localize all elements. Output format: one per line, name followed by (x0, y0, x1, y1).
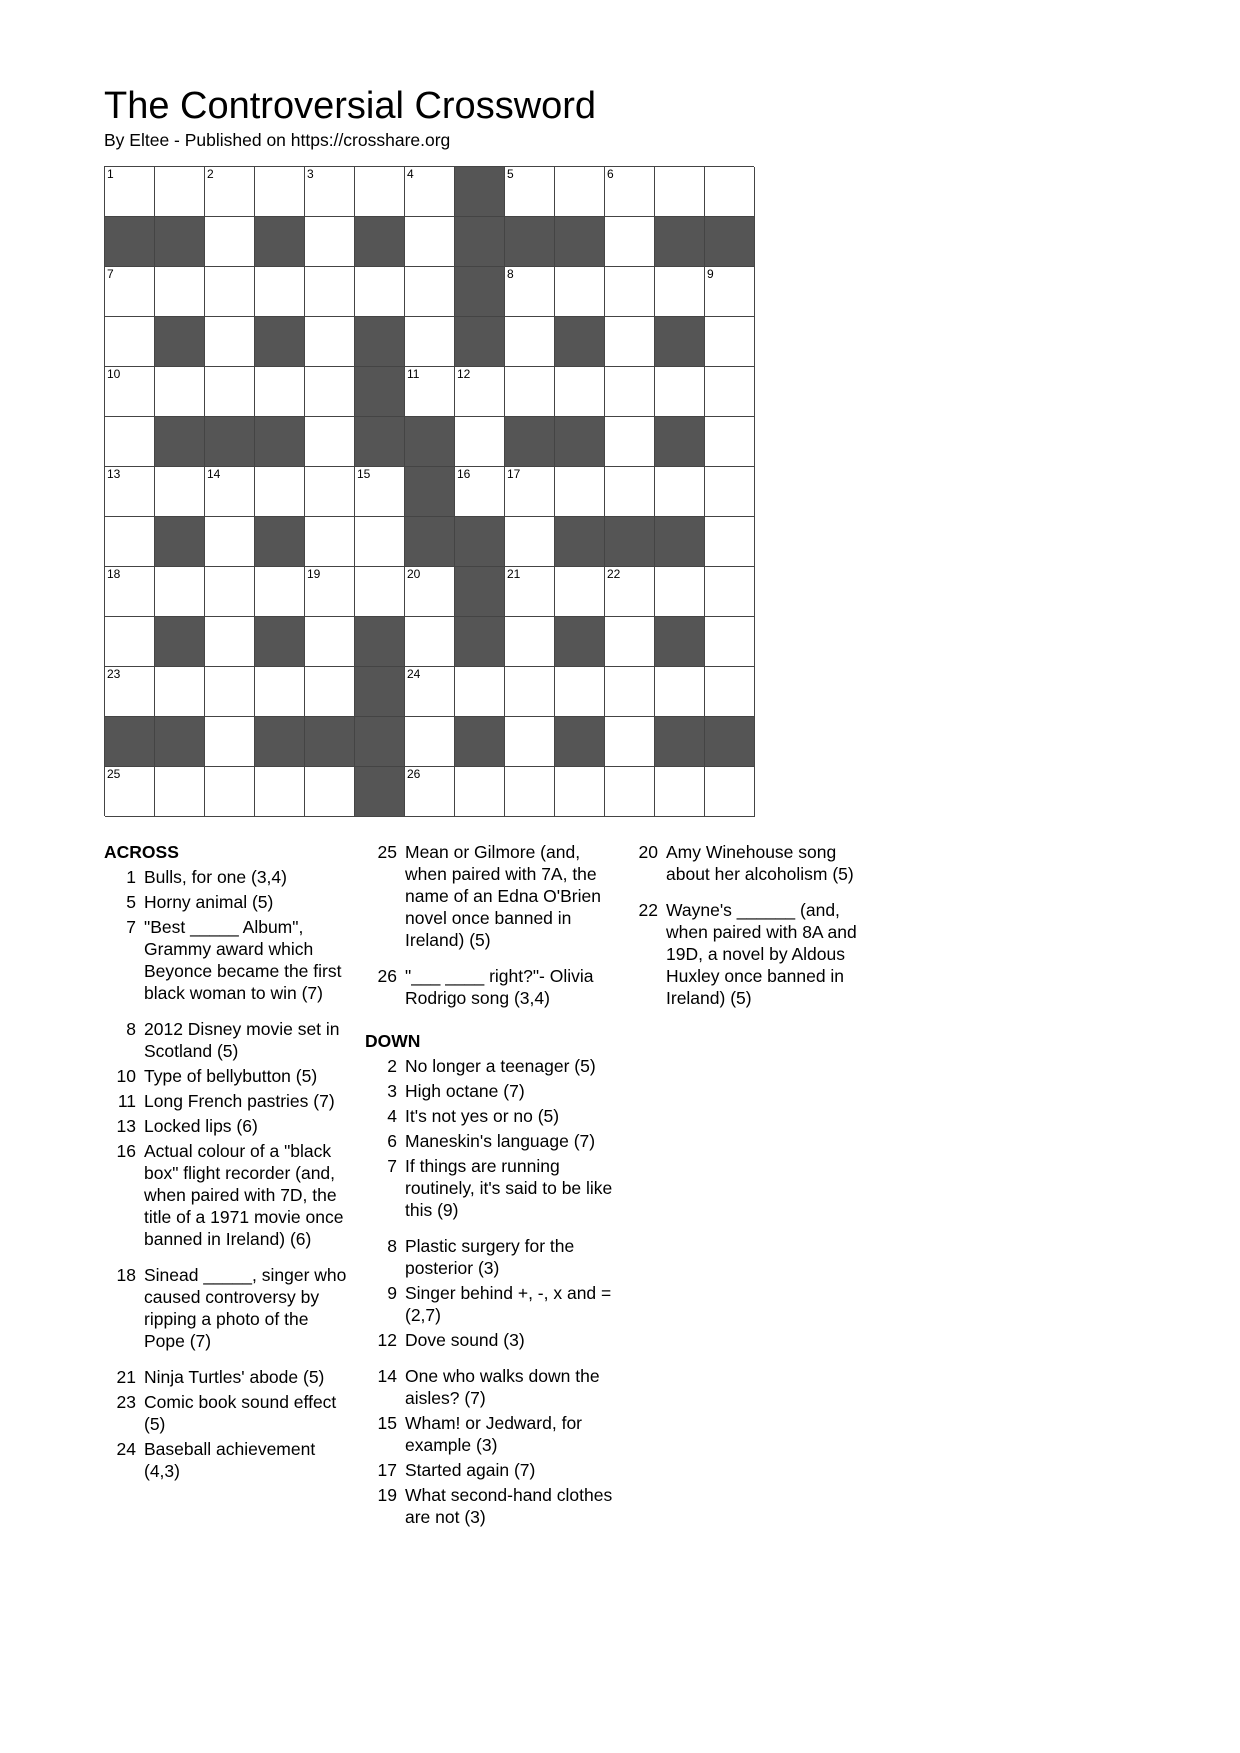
grid-cell[interactable] (205, 167, 255, 217)
grid-cell[interactable] (605, 317, 655, 367)
grid-cell[interactable] (705, 267, 755, 317)
grid-cell[interactable] (205, 267, 255, 317)
cell-number: 22 (607, 567, 621, 581)
grid-cell[interactable] (105, 317, 155, 367)
clue-number: 3 (387, 1081, 397, 1101)
cell-number: 6 (607, 167, 614, 181)
grid-block (355, 667, 405, 717)
grid-block (355, 367, 405, 417)
clue-column-2 (365, 841, 615, 1531)
grid-cell[interactable] (155, 767, 205, 817)
grid-block (255, 517, 305, 567)
clue-column-3 (626, 841, 876, 1012)
cell-number: 10 (107, 367, 121, 381)
grid-block (455, 217, 505, 267)
clue-text: "Best _____ Album", Grammy award which Beyonce became the first black woman to win (7) (144, 917, 342, 1003)
cell-number: 2 (207, 167, 214, 181)
grid-cell[interactable] (605, 367, 655, 417)
clue-number: 25 (377, 842, 397, 862)
cell-number: 15 (357, 467, 371, 481)
cell-number: 7 (107, 267, 114, 281)
grid-block (305, 717, 355, 767)
clue-text: One who walks down the aisles? (7) (405, 1366, 600, 1408)
grid-block (155, 217, 205, 267)
clue-item (104, 916, 354, 1004)
cell-number: 8 (507, 267, 514, 281)
cell-number: 5 (507, 167, 514, 181)
cell-number: 4 (407, 167, 414, 181)
clue-text: High octane (7) (405, 1081, 525, 1101)
clue-item (365, 1130, 615, 1152)
grid-cell[interactable] (555, 367, 605, 417)
clue-text: Ninja Turtles' abode (5) (144, 1367, 325, 1387)
grid-cell[interactable] (355, 167, 405, 217)
grid-cell[interactable] (655, 667, 705, 717)
grid-cell[interactable] (305, 417, 355, 467)
across-heading: ACROSS (104, 842, 179, 862)
grid-block (705, 717, 755, 767)
clue-item (365, 1080, 615, 1102)
grid-block (455, 317, 505, 367)
grid-cell[interactable] (205, 517, 255, 567)
grid-cell[interactable] (305, 217, 355, 267)
clue-number: 23 (116, 1392, 136, 1412)
grid-block (555, 617, 605, 667)
grid-cell[interactable] (105, 467, 155, 517)
grid-cell[interactable] (405, 167, 455, 217)
clue-number: 22 (638, 900, 658, 920)
grid-cell[interactable] (305, 517, 355, 567)
clue-item (365, 1329, 615, 1351)
grid-cell[interactable] (105, 517, 155, 567)
grid-block (455, 567, 505, 617)
clue-item (104, 1065, 354, 1087)
grid-cell[interactable] (555, 467, 605, 517)
cell-number: 19 (307, 567, 321, 581)
clue-text: Started again (7) (405, 1460, 536, 1480)
grid-block (505, 217, 555, 267)
cell-number: 11 (407, 367, 420, 381)
grid-cell[interactable] (155, 567, 205, 617)
clue-item (365, 1484, 615, 1528)
grid-block (155, 717, 205, 767)
cell-number: 1 (107, 167, 114, 181)
clue-item (104, 1018, 354, 1062)
clue-item (104, 1264, 354, 1352)
clue-text: Actual colour of a "black box" flight recorder (and, when paired with 7D, the title of a 1971 movie once banned in Ireland) (6) (144, 1141, 344, 1249)
clue-item (104, 1140, 354, 1250)
grid-block (555, 217, 605, 267)
cell-number: 18 (107, 567, 121, 581)
clue-number: 18 (116, 1265, 136, 1285)
clue-text: Long French pastries (7) (144, 1091, 335, 1111)
clue-number: 20 (638, 842, 658, 862)
grid-cell[interactable] (705, 317, 755, 367)
grid-cell[interactable] (205, 467, 255, 517)
grid-cell[interactable] (705, 467, 755, 517)
grid-cell[interactable] (105, 767, 155, 817)
clue-text: Comic book sound effect (5) (144, 1392, 337, 1434)
clue-number: 17 (377, 1460, 397, 1480)
grid-block (355, 317, 405, 367)
grid-cell[interactable] (705, 417, 755, 467)
down-heading: DOWN (365, 1031, 421, 1051)
grid-block (455, 167, 505, 217)
clue-item (104, 891, 354, 913)
grid-cell[interactable] (255, 467, 305, 517)
grid-block (155, 517, 205, 567)
clue-item (104, 1090, 354, 1112)
clue-text: 2012 Disney movie set in Scotland (5) (144, 1019, 340, 1061)
grid-block (505, 417, 555, 467)
grid-block (405, 517, 455, 567)
grid-cell[interactable] (655, 767, 705, 817)
clue-number: 21 (116, 1367, 136, 1387)
grid-cell[interactable] (105, 417, 155, 467)
grid-cell[interactable] (555, 567, 605, 617)
grid-cell[interactable] (655, 467, 705, 517)
grid-cell[interactable] (555, 667, 605, 717)
grid-cell[interactable] (405, 567, 455, 617)
clue-number: 7 (387, 1156, 397, 1176)
grid-cell[interactable] (405, 767, 455, 817)
clue-number: 26 (377, 966, 397, 986)
grid-block (655, 617, 705, 667)
grid-cell[interactable] (155, 467, 205, 517)
grid-cell[interactable] (205, 317, 255, 367)
grid-cell[interactable] (605, 667, 655, 717)
clue-item (365, 1155, 615, 1221)
clue-item (626, 841, 876, 885)
cell-number: 23 (107, 667, 121, 681)
clue-number: 15 (377, 1413, 397, 1433)
clue-number: 5 (126, 892, 136, 912)
grid-block (655, 417, 705, 467)
grid-cell[interactable] (105, 367, 155, 417)
clue-number: 16 (116, 1141, 136, 1161)
grid-cell[interactable] (305, 567, 355, 617)
grid-cell[interactable] (405, 717, 455, 767)
grid-block (255, 717, 305, 767)
cell-number: 25 (107, 767, 121, 781)
clue-text: It's not yes or no (5) (405, 1106, 560, 1126)
grid-cell[interactable] (555, 167, 605, 217)
grid-block (205, 417, 255, 467)
grid-cell[interactable] (455, 467, 505, 517)
cell-number: 9 (707, 267, 714, 281)
grid-block (555, 717, 605, 767)
cell-number: 16 (457, 467, 471, 481)
grid-cell[interactable] (605, 267, 655, 317)
grid-cell[interactable] (205, 717, 255, 767)
clue-text: If things are running routinely, it's said to be like this (9) (405, 1156, 613, 1220)
clue-item (365, 1282, 615, 1326)
clue-number: 2 (387, 1056, 397, 1076)
grid-cell[interactable] (655, 267, 705, 317)
clue-text: Locked lips (6) (144, 1116, 258, 1136)
grid-block (655, 717, 705, 767)
grid-cell[interactable] (405, 267, 455, 317)
grid-block (105, 717, 155, 767)
clue-number: 7 (126, 917, 136, 937)
grid-cell[interactable] (555, 767, 605, 817)
grid-block (255, 317, 305, 367)
grid-cell[interactable] (705, 667, 755, 717)
grid-cell[interactable] (505, 317, 555, 367)
grid-block (355, 417, 405, 467)
grid-cell[interactable] (505, 367, 555, 417)
grid-cell[interactable] (305, 367, 355, 417)
clue-number: 11 (117, 1091, 136, 1111)
grid-cell[interactable] (605, 217, 655, 267)
grid-block (655, 517, 705, 567)
clue-number: 13 (116, 1116, 136, 1136)
clue-text: Singer behind +, -, x and = (2,7) (405, 1283, 612, 1325)
grid-cell[interactable] (305, 767, 355, 817)
grid-cell[interactable] (405, 617, 455, 667)
grid-block (355, 767, 405, 817)
clue-text: No longer a teenager (5) (405, 1056, 596, 1076)
clue-text: Plastic surgery for the posterior (3) (405, 1236, 575, 1278)
grid-cell[interactable] (655, 167, 705, 217)
grid-cell[interactable] (605, 767, 655, 817)
crossword-grid (104, 166, 754, 816)
grid-cell[interactable] (155, 167, 205, 217)
grid-cell[interactable] (105, 167, 155, 217)
grid-cell[interactable] (305, 317, 355, 367)
clue-item (365, 1365, 615, 1409)
grid-block (255, 617, 305, 667)
grid-block (155, 417, 205, 467)
grid-cell[interactable] (255, 567, 305, 617)
cell-number: 24 (407, 667, 421, 681)
grid-cell[interactable] (305, 467, 355, 517)
grid-block (655, 317, 705, 367)
grid-cell[interactable] (455, 667, 505, 717)
clue-item (365, 1412, 615, 1456)
grid-block (355, 217, 405, 267)
grid-block (555, 517, 605, 567)
grid-cell[interactable] (655, 567, 705, 617)
clue-item (626, 899, 876, 1009)
clue-text: Mean or Gilmore (and, when paired with 7A, the name of an Edna O'Brien novel once banned in Ireland) (5) (405, 842, 601, 950)
clue-text: Horny animal (5) (144, 892, 274, 912)
grid-cell[interactable] (205, 217, 255, 267)
grid-block (455, 717, 505, 767)
grid-cell[interactable] (155, 667, 205, 717)
clue-number: 8 (387, 1236, 397, 1256)
grid-cell[interactable] (705, 167, 755, 217)
grid-cell[interactable] (355, 467, 405, 517)
grid-block (155, 317, 205, 367)
clue-text: Dove sound (3) (405, 1330, 525, 1350)
clue-number: 19 (377, 1485, 397, 1505)
clue-text: Maneskin's language (7) (405, 1131, 596, 1151)
grid-cell[interactable] (405, 667, 455, 717)
clue-item (365, 841, 615, 951)
grid-cell[interactable] (105, 667, 155, 717)
grid-block (355, 717, 405, 767)
grid-cell[interactable] (355, 517, 405, 567)
grid-cell[interactable] (205, 617, 255, 667)
clue-number: 8 (126, 1019, 136, 1039)
grid-cell[interactable] (305, 617, 355, 667)
grid-cell[interactable] (205, 767, 255, 817)
grid-block (405, 417, 455, 467)
grid-block (105, 217, 155, 267)
grid-cell[interactable] (505, 167, 555, 217)
grid-block (705, 217, 755, 267)
grid-block (455, 617, 505, 667)
grid-cell[interactable] (455, 417, 505, 467)
grid-cell[interactable] (705, 367, 755, 417)
grid-cell[interactable] (205, 567, 255, 617)
grid-cell[interactable] (405, 367, 455, 417)
grid-cell[interactable] (605, 417, 655, 467)
clue-text: What second-hand clothes are not (3) (405, 1485, 613, 1527)
clue-number: 24 (116, 1439, 136, 1459)
grid-cell[interactable] (705, 517, 755, 567)
grid-block (355, 617, 405, 667)
grid-cell[interactable] (355, 267, 405, 317)
clue-text: Type of bellybutton (5) (144, 1066, 318, 1086)
grid-cell[interactable] (455, 767, 505, 817)
grid-cell[interactable] (505, 617, 555, 667)
grid-cell[interactable] (655, 367, 705, 417)
cell-number: 12 (457, 367, 471, 381)
clue-text: Wham! or Jedward, for example (3) (405, 1413, 582, 1455)
cell-number: 20 (407, 567, 421, 581)
grid-cell[interactable] (605, 467, 655, 517)
grid-block (605, 517, 655, 567)
clue-item (365, 965, 615, 1009)
grid-cell[interactable] (405, 217, 455, 267)
cell-number: 17 (507, 467, 521, 481)
clue-number: 9 (387, 1283, 397, 1303)
clue-text: "___ ____ right?"- Olivia Rodrigo song (3,4) (405, 966, 594, 1008)
grid-cell[interactable] (605, 567, 655, 617)
grid-block (155, 617, 205, 667)
cell-number: 21 (507, 567, 521, 581)
grid-cell[interactable] (255, 367, 305, 417)
grid-cell[interactable] (505, 717, 555, 767)
clue-text: Amy Winehouse song about her alcoholism (5) (666, 842, 854, 884)
grid-cell[interactable] (305, 167, 355, 217)
clue-column-1 (104, 841, 354, 1485)
clue-number: 6 (387, 1131, 397, 1151)
grid-cell[interactable] (705, 767, 755, 817)
grid-cell[interactable] (505, 267, 555, 317)
grid-cell[interactable] (105, 267, 155, 317)
grid-cell[interactable] (455, 367, 505, 417)
clue-number: 14 (377, 1366, 397, 1386)
cell-number: 13 (107, 467, 121, 481)
grid-cell[interactable] (305, 667, 355, 717)
grid-cell[interactable] (555, 267, 605, 317)
grid-cell[interactable] (605, 617, 655, 667)
grid-cell[interactable] (705, 617, 755, 667)
clue-item (104, 1366, 354, 1388)
grid-cell[interactable] (205, 667, 255, 717)
grid-cell[interactable] (605, 167, 655, 217)
cell-number: 14 (207, 467, 221, 481)
clue-number: 10 (116, 1066, 136, 1086)
clue-item (104, 1115, 354, 1137)
grid-cell[interactable] (355, 567, 405, 617)
grid-cell[interactable] (505, 667, 555, 717)
grid-block (405, 467, 455, 517)
grid-block (455, 517, 505, 567)
grid-cell[interactable] (505, 467, 555, 517)
grid-block (455, 267, 505, 317)
clue-text: Sinead _____, singer who caused controversy by ripping a photo of the Pope (7) (144, 1265, 347, 1351)
clue-item (365, 1105, 615, 1127)
grid-cell[interactable] (705, 567, 755, 617)
grid-block (655, 217, 705, 267)
cell-number: 26 (407, 767, 421, 781)
grid-cell[interactable] (405, 317, 455, 367)
clue-text: Wayne's ______ (and, when paired with 8A and 19D, a novel by Aldous Huxley once banned in Ireland) (5) (666, 900, 857, 1008)
clue-item (104, 1438, 354, 1482)
grid-block (555, 417, 605, 467)
clue-item (104, 866, 354, 888)
grid-cell[interactable] (505, 567, 555, 617)
grid-cell[interactable] (105, 567, 155, 617)
clue-item (104, 1391, 354, 1435)
grid-cell[interactable] (155, 267, 205, 317)
grid-cell[interactable] (605, 717, 655, 767)
grid-cell[interactable] (255, 767, 305, 817)
grid-cell[interactable] (205, 367, 255, 417)
clue-text: Bulls, for one (3,4) (144, 867, 287, 887)
grid-block (555, 317, 605, 367)
page-title: The Controversial Crossword (104, 85, 597, 127)
grid-cell[interactable] (255, 667, 305, 717)
clue-text: Baseball achievement (4,3) (144, 1439, 316, 1481)
grid-cell[interactable] (255, 167, 305, 217)
grid-cell[interactable] (505, 517, 555, 567)
clue-number: 4 (387, 1106, 397, 1126)
clue-number: 1 (126, 867, 136, 887)
grid-cell[interactable] (105, 617, 155, 667)
grid-block (255, 217, 305, 267)
grid-cell[interactable] (155, 367, 205, 417)
grid-cell[interactable] (255, 267, 305, 317)
clue-item (365, 1235, 615, 1279)
clue-number: 12 (377, 1330, 397, 1350)
clue-item (365, 1055, 615, 1077)
clue-item (365, 1459, 615, 1481)
grid-block (255, 417, 305, 467)
grid-cell[interactable] (305, 267, 355, 317)
cell-number: 3 (307, 167, 314, 181)
byline: By Eltee - Published on https://crosshare.org (104, 130, 451, 150)
grid-cell[interactable] (505, 767, 555, 817)
